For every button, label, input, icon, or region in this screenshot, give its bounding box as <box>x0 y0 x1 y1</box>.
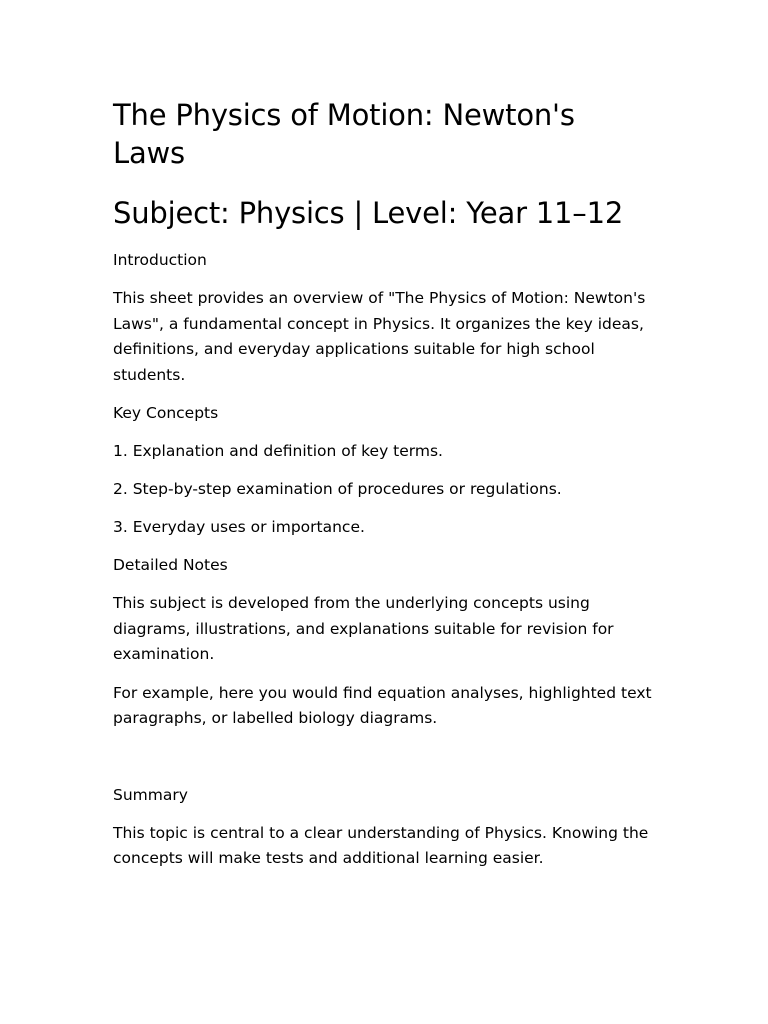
detailed-notes-heading: Detailed Notes <box>113 556 228 574</box>
key-concept-item-2: 2. Step-by-step examination of procedures or regulations. <box>113 480 562 498</box>
introduction-heading: Introduction <box>113 251 207 269</box>
key-concept-item-1: 1. Explanation and definition of key terms. <box>113 442 443 460</box>
summary-text: This topic is central to a clear understanding of Physics. Knowing the concepts will make tests and additional learning easier. <box>113 823 649 867</box>
section-spacer <box>113 745 655 783</box>
introduction-text: This sheet provides an overview of "The Physics of Motion: Newton's Laws", a fundamental concept in Physics. It organizes the key ideas, definitions, and everyday applications suitable for high school students. <box>113 289 646 384</box>
detailed-notes-paragraph-1: This subject is developed from the underlying concepts using diagrams, illustrations, and explanations suitable for revision for examination. <box>113 594 614 663</box>
summary-heading: Summary <box>113 785 188 804</box>
document-subtitle: Subject: Physics | Level: Year 11–12 <box>113 196 624 230</box>
key-concept-item-3: 3. Everyday uses or importance. <box>113 518 365 536</box>
key-concepts-heading: Key Concepts <box>113 404 219 422</box>
document-title: The Physics of Motion: Newton's Laws <box>113 98 575 170</box>
detailed-notes-paragraph-2: For example, here you would find equation analyses, highlighted text paragraphs, or labelled biology diagrams. <box>113 683 652 727</box>
